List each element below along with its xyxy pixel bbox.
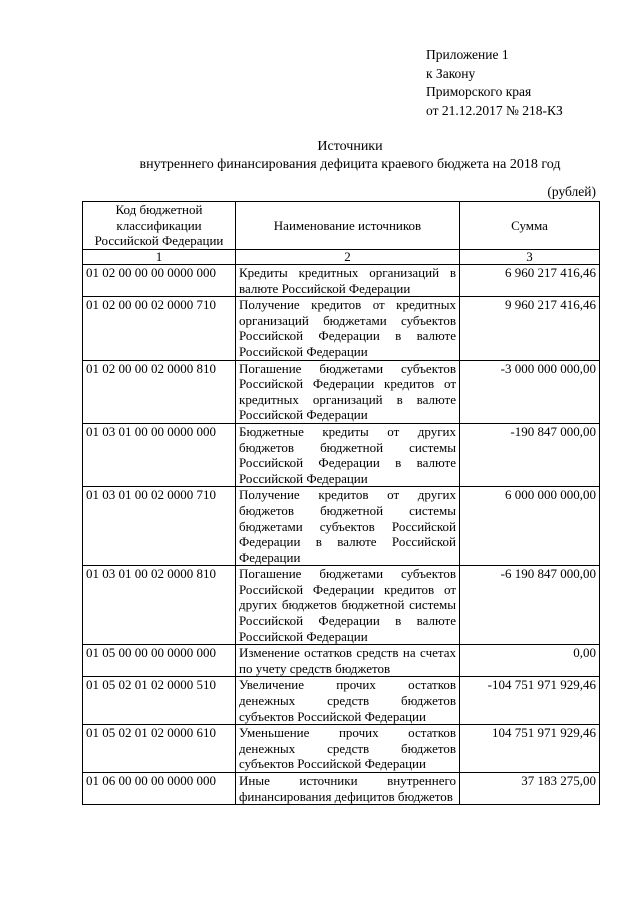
row-name: Погашение бюджетами субъектов Российской Федерации кредитов от кредитных организаций в валюте Российской Федерации bbox=[236, 360, 460, 423]
document-title bbox=[70, 138, 630, 174]
row-sum: -190 847 000,00 bbox=[460, 423, 600, 486]
row-name: Бюджетные кредиты от других бюджетов бюджетной системы Российской Федерации в валюте Российской Федерации bbox=[236, 423, 460, 486]
row-sum: -104 751 971 929,46 bbox=[460, 677, 600, 725]
row-sum: -6 190 847 000,00 bbox=[460, 566, 600, 645]
row-code: 01 05 02 01 02 0000 510 bbox=[83, 677, 236, 725]
table-row bbox=[83, 677, 600, 725]
row-name: Уменьшение прочих остатков денежных средств бюджетов субъектов Российской Федерации bbox=[236, 725, 460, 773]
row-code: 01 02 00 00 02 0000 810 bbox=[83, 360, 236, 423]
row-name: Увеличение прочих остатков денежных средств бюджетов субъектов Российской Федерации bbox=[236, 677, 460, 725]
table-row bbox=[83, 645, 600, 677]
row-sum: 0,00 bbox=[460, 645, 600, 677]
row-name: Получение кредитов от других бюджетов бюджетной системы бюджетами субъектов Российской Федерации в валюте Российской Федерации bbox=[236, 487, 460, 566]
table-header-row bbox=[83, 202, 600, 250]
header-code: Код бюджетной классификации Российской Федерации bbox=[83, 202, 236, 250]
row-code: 01 06 00 00 00 0000 000 bbox=[83, 773, 236, 805]
table-row bbox=[83, 360, 600, 423]
row-name: Иные источники внутреннего финансирования дефицитов бюджетов bbox=[236, 773, 460, 805]
currency-unit: (рублей) bbox=[547, 184, 596, 199]
column-number: 2 bbox=[236, 250, 460, 265]
row-code: 01 05 02 01 02 0000 610 bbox=[83, 725, 236, 773]
appendix-line-2: к Закону bbox=[426, 65, 476, 81]
row-sum: 9 960 217 416,46 bbox=[460, 297, 600, 360]
table-row bbox=[83, 297, 600, 360]
appendix-line-3: Приморского края bbox=[426, 84, 532, 99]
row-code: 01 03 01 00 02 0000 810 bbox=[83, 566, 236, 645]
table-row bbox=[83, 566, 600, 645]
row-code: 01 02 00 00 02 0000 710 bbox=[83, 297, 236, 360]
row-name: Кредиты кредитных организаций в валюте Российской Федерации bbox=[236, 265, 460, 297]
row-sum: 37 183 275,00 bbox=[460, 773, 600, 805]
table-row bbox=[83, 487, 600, 566]
row-code: 01 02 00 00 00 0000 000 bbox=[83, 265, 236, 297]
row-code: 01 03 01 00 00 0000 000 bbox=[83, 423, 236, 486]
row-sum: 104 751 971 929,46 bbox=[460, 725, 600, 773]
row-code: 01 03 01 00 02 0000 710 bbox=[83, 487, 236, 566]
row-sum: -3 000 000 000,00 bbox=[460, 360, 600, 423]
appendix-line-4: от 21.12.2017 № 218-КЗ bbox=[426, 102, 563, 118]
column-number: 1 bbox=[83, 250, 236, 265]
table-row bbox=[83, 265, 600, 297]
table-row bbox=[83, 725, 600, 773]
table-row bbox=[83, 423, 600, 486]
header-sum: Сумма bbox=[460, 202, 600, 250]
appendix-line-1: Приложение 1 bbox=[426, 47, 509, 62]
header-name: Наименование источников bbox=[236, 202, 460, 250]
row-sum: 6 000 000 000,00 bbox=[460, 487, 600, 566]
row-code: 01 05 00 00 00 0000 000 bbox=[83, 645, 236, 677]
title-line-2: внутреннего финансирования дефицита краевого бюджета на 2018 год bbox=[139, 157, 561, 172]
column-number: 3 bbox=[460, 250, 600, 265]
financing-sources-table bbox=[82, 201, 600, 805]
title-line-1: Источники bbox=[317, 139, 383, 154]
appendix-header bbox=[426, 46, 563, 120]
row-name: Получение кредитов от кредитных организаций бюджетами субъектов Российской Федерации в валюте Российской Федерации bbox=[236, 297, 460, 360]
table-row bbox=[83, 773, 600, 805]
row-sum: 6 960 217 416,46 bbox=[460, 265, 600, 297]
row-name: Изменение остатков средств на счетах по учету средств бюджетов bbox=[236, 645, 460, 677]
row-name: Погашение бюджетами субъектов Российской Федерации кредитов от других бюджетов бюджетной системы Российской Федерации в валюте Российской Федерации bbox=[236, 566, 460, 645]
column-number-row bbox=[83, 250, 600, 265]
